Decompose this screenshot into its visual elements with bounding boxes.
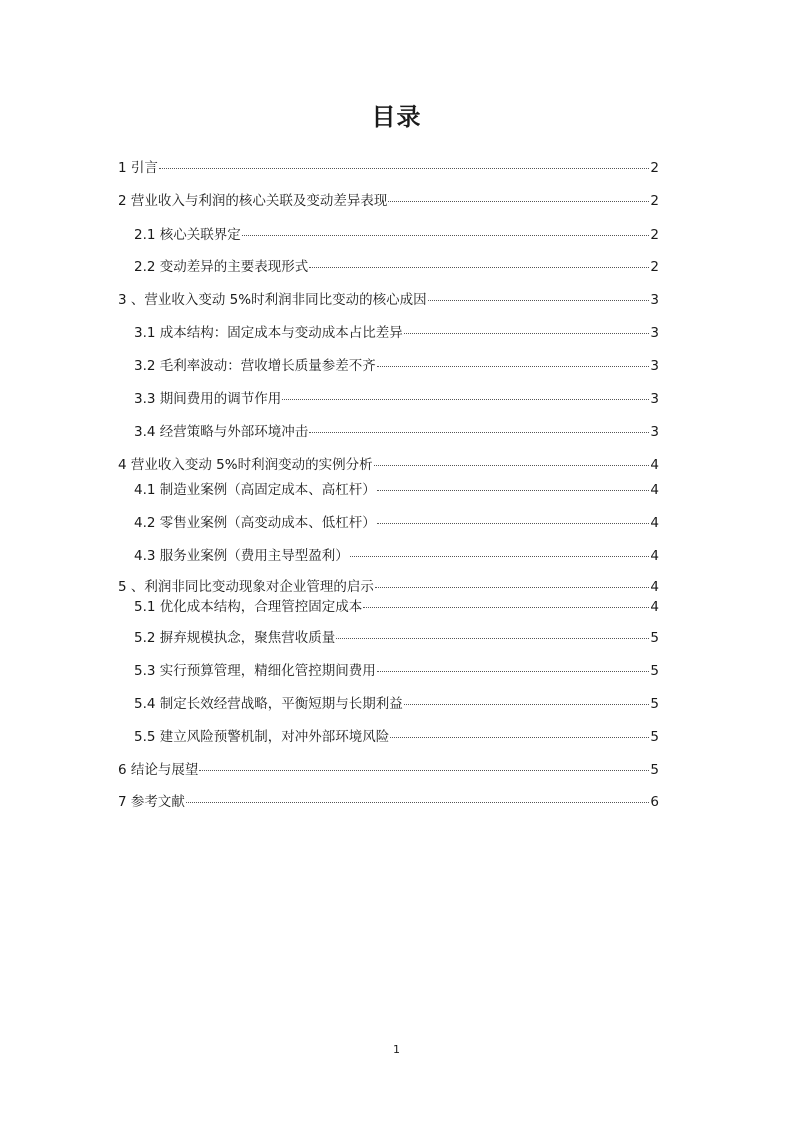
toc-entry-7[interactable] — [118, 793, 659, 811]
toc-entry-3-2[interactable] — [134, 357, 659, 375]
dot-leader — [377, 523, 650, 524]
toc-entry-page: 5 — [650, 762, 659, 778]
toc-entry-5-1[interactable] — [134, 598, 659, 616]
toc-entry-5-5[interactable] — [134, 728, 659, 746]
toc-entry-label: 5.5 建立风险预警机制，对冲外部环境风险 — [134, 729, 390, 745]
toc-entry-4-1[interactable] — [134, 481, 659, 499]
toc-entry-page: 5 — [650, 630, 659, 646]
dot-leader — [186, 802, 650, 803]
toc-entry-page: 4 — [650, 457, 659, 473]
dot-leader — [404, 704, 650, 705]
dot-leader — [375, 587, 650, 588]
toc-entry-label: 5.1 优化成本结构，合理管控固定成本 — [134, 599, 363, 615]
dot-leader — [404, 333, 650, 334]
toc-entry-label: 5.3 实行预算管理，精细化管控期间费用 — [134, 663, 376, 679]
toc-entry-3-1[interactable] — [134, 324, 659, 342]
toc-entry-page: 5 — [650, 729, 659, 745]
toc-entry-page: 3 — [650, 358, 659, 374]
toc-entry-label: 4.1 制造业案例（高固定成本、高杠杆） — [134, 482, 376, 498]
toc-entry-label: 6 结论与展望 — [118, 762, 199, 778]
toc-entry-label: 7 参考文献 — [118, 794, 185, 810]
toc-entry-2-1[interactable] — [134, 226, 659, 244]
toc-entry-label: 3 、营业收入变动 5%时利润非同比变动的核心成因 — [118, 292, 427, 308]
toc-entry-4-3[interactable] — [134, 547, 659, 565]
dot-leader — [377, 671, 650, 672]
toc-entry-label: 2.2 变动差异的主要表现形式 — [134, 259, 309, 275]
toc-entry-page: 6 — [650, 794, 659, 810]
dot-leader — [388, 201, 649, 202]
dot-leader — [363, 607, 649, 608]
dot-leader — [309, 432, 649, 433]
toc-entry-page: 4 — [650, 599, 659, 615]
toc-entry-page: 4 — [650, 482, 659, 498]
toc-entry-5-4[interactable] — [134, 695, 659, 713]
toc-entry-5-3[interactable] — [134, 662, 659, 680]
toc-entry-page: 3 — [650, 391, 659, 407]
toc-entry-label: 4 营业收入变动 5%时利润变动的实例分析 — [118, 457, 373, 473]
toc-entry-label: 5.4 制定长效经营战略，平衡短期与长期利益 — [134, 696, 403, 712]
dot-leader — [350, 556, 650, 557]
toc-entry-5-2[interactable] — [134, 629, 659, 647]
toc-entry-1[interactable] — [118, 159, 659, 177]
toc-entry-page: 5 — [650, 663, 659, 679]
toc-entry-label: 4.2 零售业案例（高变动成本、低杠杆） — [134, 515, 376, 531]
toc-entry-3[interactable] — [118, 291, 659, 309]
dot-leader — [242, 235, 650, 236]
toc-entry-label: 1 引言 — [118, 160, 158, 176]
toc-entry-page: 2 — [650, 160, 659, 176]
toc-entry-label: 3.1 成本结构：固定成本与变动成本占比差异 — [134, 325, 403, 341]
toc-entry-label: 3.2 毛利率波动：营收增长质量参差不齐 — [134, 358, 376, 374]
toc-entry-5[interactable] — [118, 578, 659, 596]
toc-entry-4[interactable] — [118, 456, 659, 474]
dot-leader — [374, 465, 650, 466]
dot-leader — [199, 770, 649, 771]
page-title: 目录 — [371, 103, 422, 131]
dot-leader — [282, 399, 649, 400]
toc-entry-page: 4 — [650, 515, 659, 531]
toc-entry-label: 2 营业收入与利润的核心关联及变动差异表现 — [118, 193, 388, 209]
toc-entry-3-4[interactable] — [134, 423, 659, 441]
page-number: 1 — [393, 1043, 400, 1056]
toc-entry-page: 2 — [650, 227, 659, 243]
dot-leader — [390, 737, 649, 738]
toc-entry-page: 2 — [650, 259, 659, 275]
toc-entry-2-2[interactable] — [134, 258, 659, 276]
dot-leader — [336, 638, 649, 639]
dot-leader — [309, 267, 649, 268]
dot-leader — [377, 490, 650, 491]
toc-entry-label: 3.3 期间费用的调节作用 — [134, 391, 282, 407]
toc-entry-page: 2 — [650, 193, 659, 209]
toc-entry-label: 4.3 服务业案例（费用主导型盈利） — [134, 548, 349, 564]
toc-entry-page: 4 — [650, 579, 659, 595]
dot-leader — [159, 168, 650, 169]
toc-entry-3-3[interactable] — [134, 390, 659, 408]
toc-entry-label: 5 、利润非同比变动现象对企业管理的启示 — [118, 579, 374, 595]
toc-entry-4-2[interactable] — [134, 514, 659, 532]
toc-entry-page: 3 — [650, 292, 659, 308]
dot-leader — [377, 366, 650, 367]
toc-entry-label: 2.1 核心关联界定 — [134, 227, 241, 243]
toc-entry-label: 3.4 经营策略与外部环境冲击 — [134, 424, 309, 440]
toc-entry-page: 5 — [650, 696, 659, 712]
toc-entry-label: 5.2 摒弃规模执念，聚焦营收质量 — [134, 630, 336, 646]
dot-leader — [428, 300, 650, 301]
toc-entry-6[interactable] — [118, 761, 659, 779]
toc-entry-page: 4 — [650, 548, 659, 564]
toc-entry-page: 3 — [650, 325, 659, 341]
toc-entry-page: 3 — [650, 424, 659, 440]
toc-entry-2[interactable] — [118, 192, 659, 210]
